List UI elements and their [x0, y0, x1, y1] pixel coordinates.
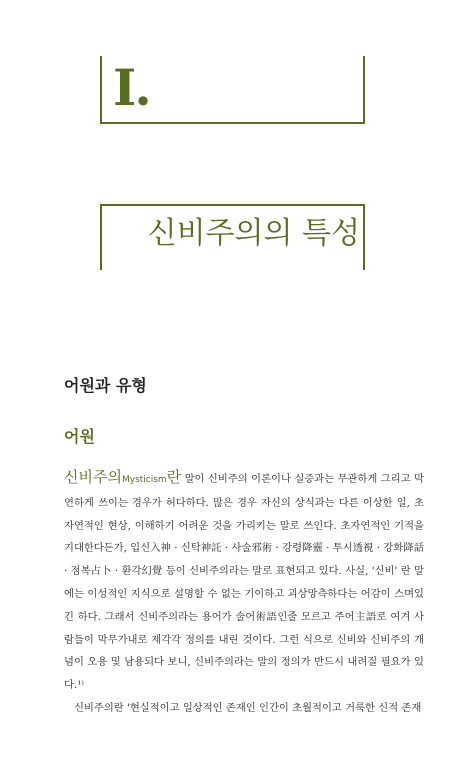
paragraph-2-text: 신비주의란 '현실적이고 일상적인 존재인 인간이 초월적이고 거룩한 신적 존재 — [74, 701, 422, 714]
paragraph-1-text: 말이 신비주의 이론이나 실증과는 무관하게 그리고 막연하게 쓰이는 경우가 허다하다. 많은 경우 자신의 상식과는 다른 이상한 일, 초자연적인 현상, 이해하기 어려운 것을 가리키는 말로 쓰인다. 초자연적인 기적을 기대한다든가, 입신入神 · 신탁神託 · 사술邪術 · 강령降靈 · 투시透視 · 강화降話 · 점복占卜 · 환각幻覺 등이 신비주의라는 말로 표현되고 있다. 사실, '신비' 란 말에는 이성적인 지식으로 설명할 수 없는 기이하고 괴상망측하다는 어감이 스며있긴 하다. 그래서 신비주의라는 용어가 술어術語인줄 모르고 주어主語로 여겨 사람들이 막무가내로 제각각 정의를 내린 것이다. 그런 식으로 신비와 신비주의 개념이 오용 및 남용되다 보니, 신비주의라는 말의 정의가 반드시 내려질 필요가 있다.¹⁾ — [64, 473, 424, 692]
paragraph-1 — [64, 466, 424, 697]
lead-term: 신비주의 — [64, 468, 122, 486]
subsection-heading: 어원 — [64, 427, 95, 446]
body-text — [64, 466, 424, 720]
lead-term-latin: Mysticism — [121, 475, 167, 485]
lead-term-particle: 란 — [166, 468, 182, 486]
chapter-number: I. — [113, 58, 150, 117]
paragraph-2 — [64, 697, 424, 720]
chapter-title: 신비주의의 특성 — [147, 216, 360, 251]
section-heading: 어원과 유형 — [64, 376, 147, 395]
